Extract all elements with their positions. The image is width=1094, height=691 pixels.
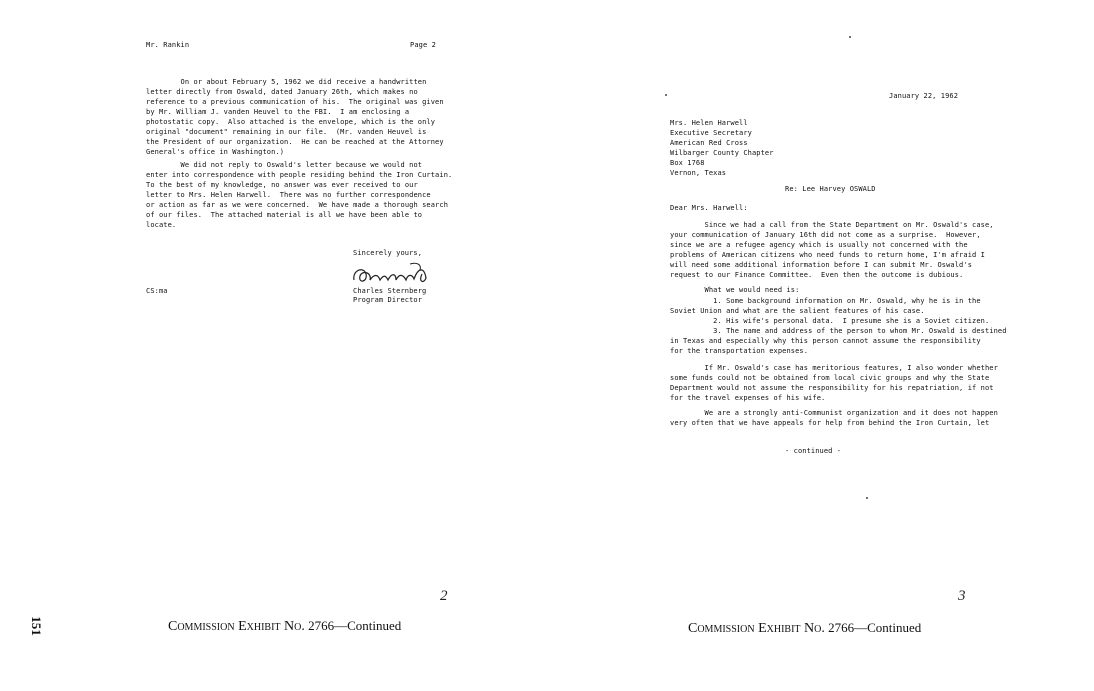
salutation: Dear Mrs. Harwell: [670,204,748,212]
letter-paragraph-1: On or about February 5, 1962 we did receive a handwritten letter directly from Oswald, dated January 26th, which makes no reference to a previous communication of his. The original was given by Mr. William J. vanden Heuvel to the FBI. I am enclosing a photostatic copy. Also attached is the envelope, which is the only original "document" remaining in our file. (Mr. vanden Heuvel is the President of our organization. He can be reached at the Attorney General's office in Washington.) [146,78,444,156]
handwritten-page-number: 3 [958,588,966,604]
right-document-page [547,0,1094,691]
address-line: Vernon, Texas [670,169,727,177]
subject-line: Re: Lee Harvey OSWALD [785,185,876,193]
address-line: Executive Secretary [670,129,752,137]
letter-paragraph-2: We did not reply to Oswald's letter because we would not enter into correspondence with people residing behind the Iron Curtain. To the best of my knowledge, no answer was ever received to our letter to Mrs. Helen Harwell. There was no further correspondence or action as far as we were concerned. We have made a thorough search of our files. The attached material is all we have been able to locate. [146,161,453,229]
exhibit-caption [688,620,921,637]
continued-marker: - continued - [785,447,842,455]
caption-prefix: Commission Exhibit No. [168,619,305,634]
letter-paragraph-1: Since we had a call from the State Department on Mr. Oswald's case, your communication of January 16th did not come as a surprise. However, since we are a refugee agency which is usually not concerned with the problems of American citizens who need funds to return home, I'm afraid I will need some additional information before I can submit Mr. Oswald's request to our Finance Committee. Even then the outcome is dubious. [670,221,994,279]
speck-mark [866,497,868,499]
caption-number: 2766—Continued [828,620,922,635]
needs-list: 1. Some background information on Mr. Oswald, why he is in the Soviet Union and what are the salient features of his case. 2. His wife's personal data. I presume she is a Soviet citizen. 3. The name and address of the person to whom Mr. Oswald is destined in Texas and especially why this person cannot assume the responsibility for the transportation expenses. [670,297,1007,355]
exhibit-caption [168,618,401,635]
address-block [670,118,774,178]
addressee-header: Mr. Rankin [146,41,190,49]
needs-intro: What we would need is: [670,286,800,294]
caption-number: 2766—Continued [308,618,402,633]
letter-date: January 22, 1962 [889,92,959,100]
signer-name: Charles Sternberg [353,287,427,295]
letter-paragraph-4: We are a strongly anti-Communist organization and it does not happen very often that we have appeals for help from behind the Iron Curtain, let [670,409,998,427]
initials: CS:ma [146,287,168,295]
address-line: Wilbarger County Chapter [670,149,774,157]
side-page-number: 151 [28,616,44,636]
page-label: Page 2 [410,41,436,49]
letter-paragraph-3: If Mr. Oswald's case has meritorious features, I also wonder whether some funds could not be obtained from local civic groups and why the State Department would not assume the responsibility for his repatriation, if not for the travel expenses of his wife. [670,364,998,402]
speck-mark [665,94,667,96]
speck-mark [849,36,851,38]
address-line: Box 1768 [670,159,705,167]
address-line: American Red Cross [670,139,748,147]
signer-title: Program Director [353,296,423,304]
handwritten-page-number: 2 [440,588,448,604]
address-line: Mrs. Helen Harwell [670,119,748,127]
caption-prefix: Commission Exhibit No. [688,621,825,636]
closing: Sincerely yours, [353,249,423,257]
